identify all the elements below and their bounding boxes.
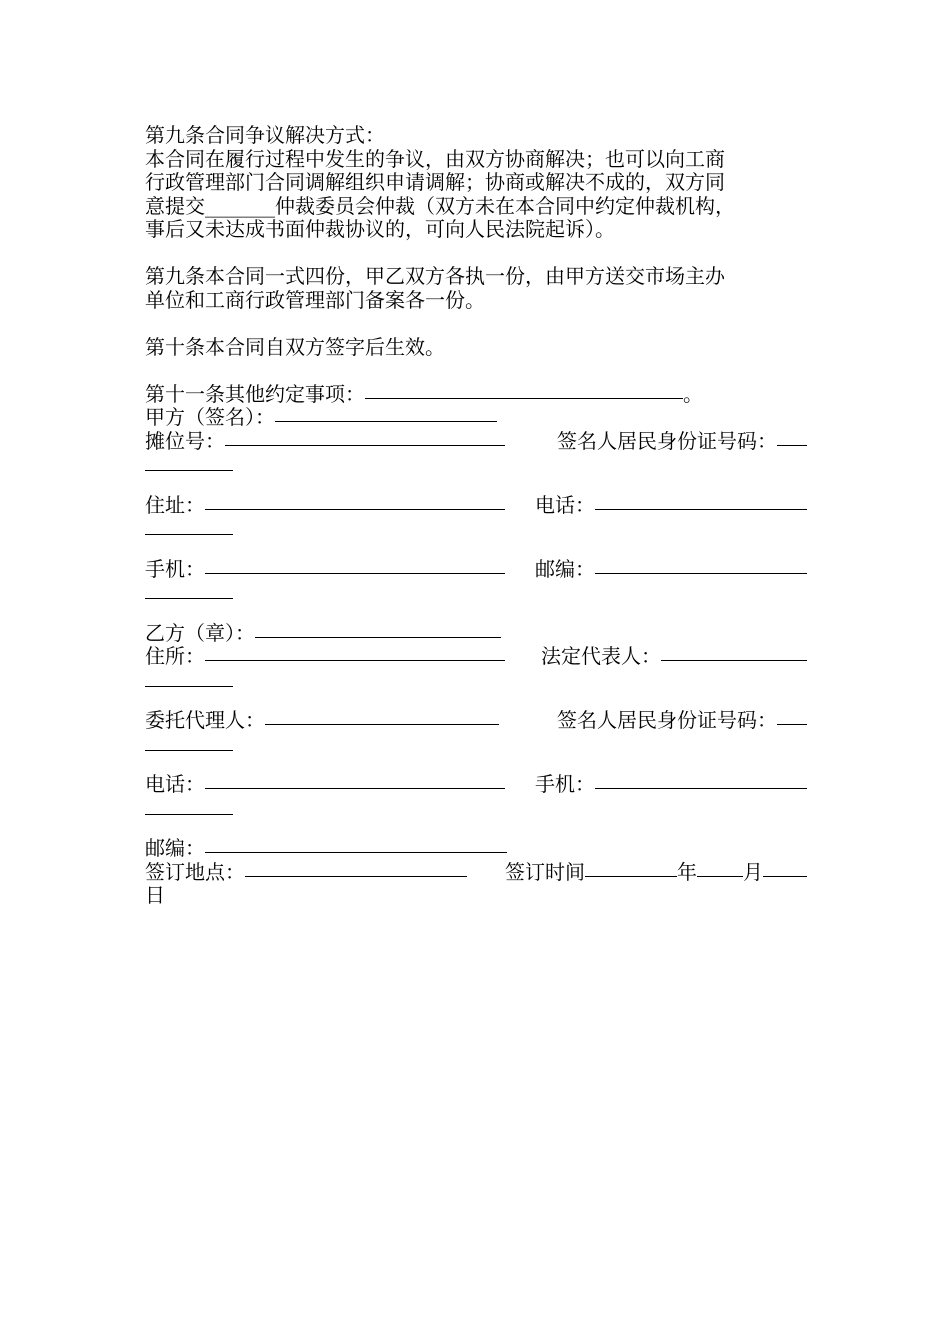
- party-b-legal-rep-label: 法定代表人：: [541, 644, 661, 668]
- clause-9a-line-1: 本合同在履行过程中发生的争议，由双方协商解决；也可以向工商: [145, 146, 725, 171]
- party-a-title-row: [145, 406, 807, 430]
- party-a-id-blank-cont[interactable]: [145, 470, 233, 494]
- clause-9b-line-2: 单位和工商行政管理部门备案各一份。: [145, 287, 485, 312]
- clause-9b-line-1: 第九条本合同一式四份，甲乙双方各执一份，由甲方送交市场主办: [145, 264, 725, 288]
- clause-9a-line-3: 意提交_______仲裁委员会仲裁（双方未在本合同中约定仲裁机构，: [145, 193, 735, 218]
- party-b-address-blank[interactable]: [205, 659, 505, 661]
- clause-10: 第十条本合同自双方签字后生效。: [145, 334, 445, 359]
- party-b-address-label: 住所：: [145, 644, 205, 668]
- signing-day-label: 日: [145, 883, 165, 907]
- party-b-address-row: [145, 645, 807, 669]
- clause-9a-line-4: 事后又未达成书面仲裁协议的，可向人民法院起诉）。: [145, 217, 615, 241]
- party-b-agent-blank[interactable]: [265, 723, 499, 725]
- party-a-mobile-label: 手机：: [145, 556, 205, 581]
- party-b-legal-rep-blank-cont[interactable]: [145, 686, 233, 710]
- signing-month-blank[interactable]: [697, 875, 743, 877]
- signing-time-label: 签订时间: [505, 859, 585, 884]
- party-a-postcode-blank[interactable]: [595, 572, 807, 574]
- signing-place-label: 签订地点：: [145, 859, 245, 884]
- party-b-mobile-blank[interactable]: [595, 787, 807, 789]
- clause-9a-title: 第九条合同争议解决方式：: [145, 123, 385, 147]
- party-b-mobile-label: 手机：: [535, 772, 595, 796]
- party-a-stall-row: [145, 430, 807, 454]
- party-b-postcode-label: 邮编：: [145, 836, 205, 860]
- party-a-stall-blank[interactable]: [225, 444, 505, 446]
- party-b-phone-row: [145, 773, 807, 797]
- clause-11: [145, 383, 807, 407]
- signing-year-blank[interactable]: [585, 875, 677, 877]
- party-b-postcode-row: [145, 837, 807, 861]
- clause-9a-line-2: 行政管理部门合同调解组织申请调解；协商或解决不成的，双方同: [145, 170, 725, 194]
- signing-row: [145, 861, 807, 885]
- party-a-stall-label: 摊位号：: [145, 428, 225, 453]
- signing-day-blank[interactable]: [763, 875, 807, 877]
- clause-11-blank[interactable]: [365, 397, 683, 399]
- signing-month-label: 月: [743, 859, 763, 884]
- signing-place-blank[interactable]: [245, 875, 467, 877]
- party-b-mobile-blank-cont[interactable]: [145, 814, 233, 838]
- party-a-phone-blank[interactable]: [595, 508, 807, 510]
- party-a-id-blank[interactable]: [777, 444, 807, 446]
- party-b-postcode-blank[interactable]: [205, 851, 507, 853]
- party-b-agent-row: [145, 709, 807, 733]
- party-a-address-row: [145, 494, 807, 518]
- party-a-mobile-blank[interactable]: [205, 572, 505, 574]
- party-a-signature-blank[interactable]: [275, 420, 497, 422]
- party-b-title: 乙方（章）：: [145, 620, 255, 645]
- party-b-seal-blank[interactable]: [255, 636, 501, 638]
- party-a-phone-label: 电话：: [535, 492, 595, 517]
- party-b-agent-label: 委托代理人：: [145, 708, 265, 732]
- party-a-address-blank[interactable]: [205, 508, 505, 510]
- party-b-id-label: 签名人居民身份证号码：: [557, 708, 777, 732]
- contract-page: [145, 124, 807, 908]
- clause-11-label: 第十一条其他约定事项：: [145, 381, 365, 406]
- party-b-phone-label: 电话：: [145, 772, 205, 796]
- party-a-id-label: 签名人居民身份证号码：: [557, 428, 777, 453]
- party-a-phone-blank-cont[interactable]: [145, 534, 233, 558]
- party-a-address-label: 住址：: [145, 492, 205, 517]
- party-b-id-blank-cont[interactable]: [145, 750, 233, 774]
- party-b-title-row: [145, 622, 807, 646]
- party-b-id-blank[interactable]: [777, 723, 807, 725]
- signing-year-label: 年: [677, 859, 697, 884]
- party-a-title: 甲方（签名）：: [145, 405, 275, 429]
- party-a-mobile-row: [145, 558, 807, 582]
- party-b-phone-blank[interactable]: [205, 787, 505, 789]
- party-b-legal-rep-blank[interactable]: [661, 659, 807, 661]
- party-a-postcode-label: 邮编：: [535, 556, 595, 581]
- clause-11-end: 。: [683, 381, 703, 406]
- party-a-postcode-blank-cont[interactable]: [145, 598, 233, 622]
